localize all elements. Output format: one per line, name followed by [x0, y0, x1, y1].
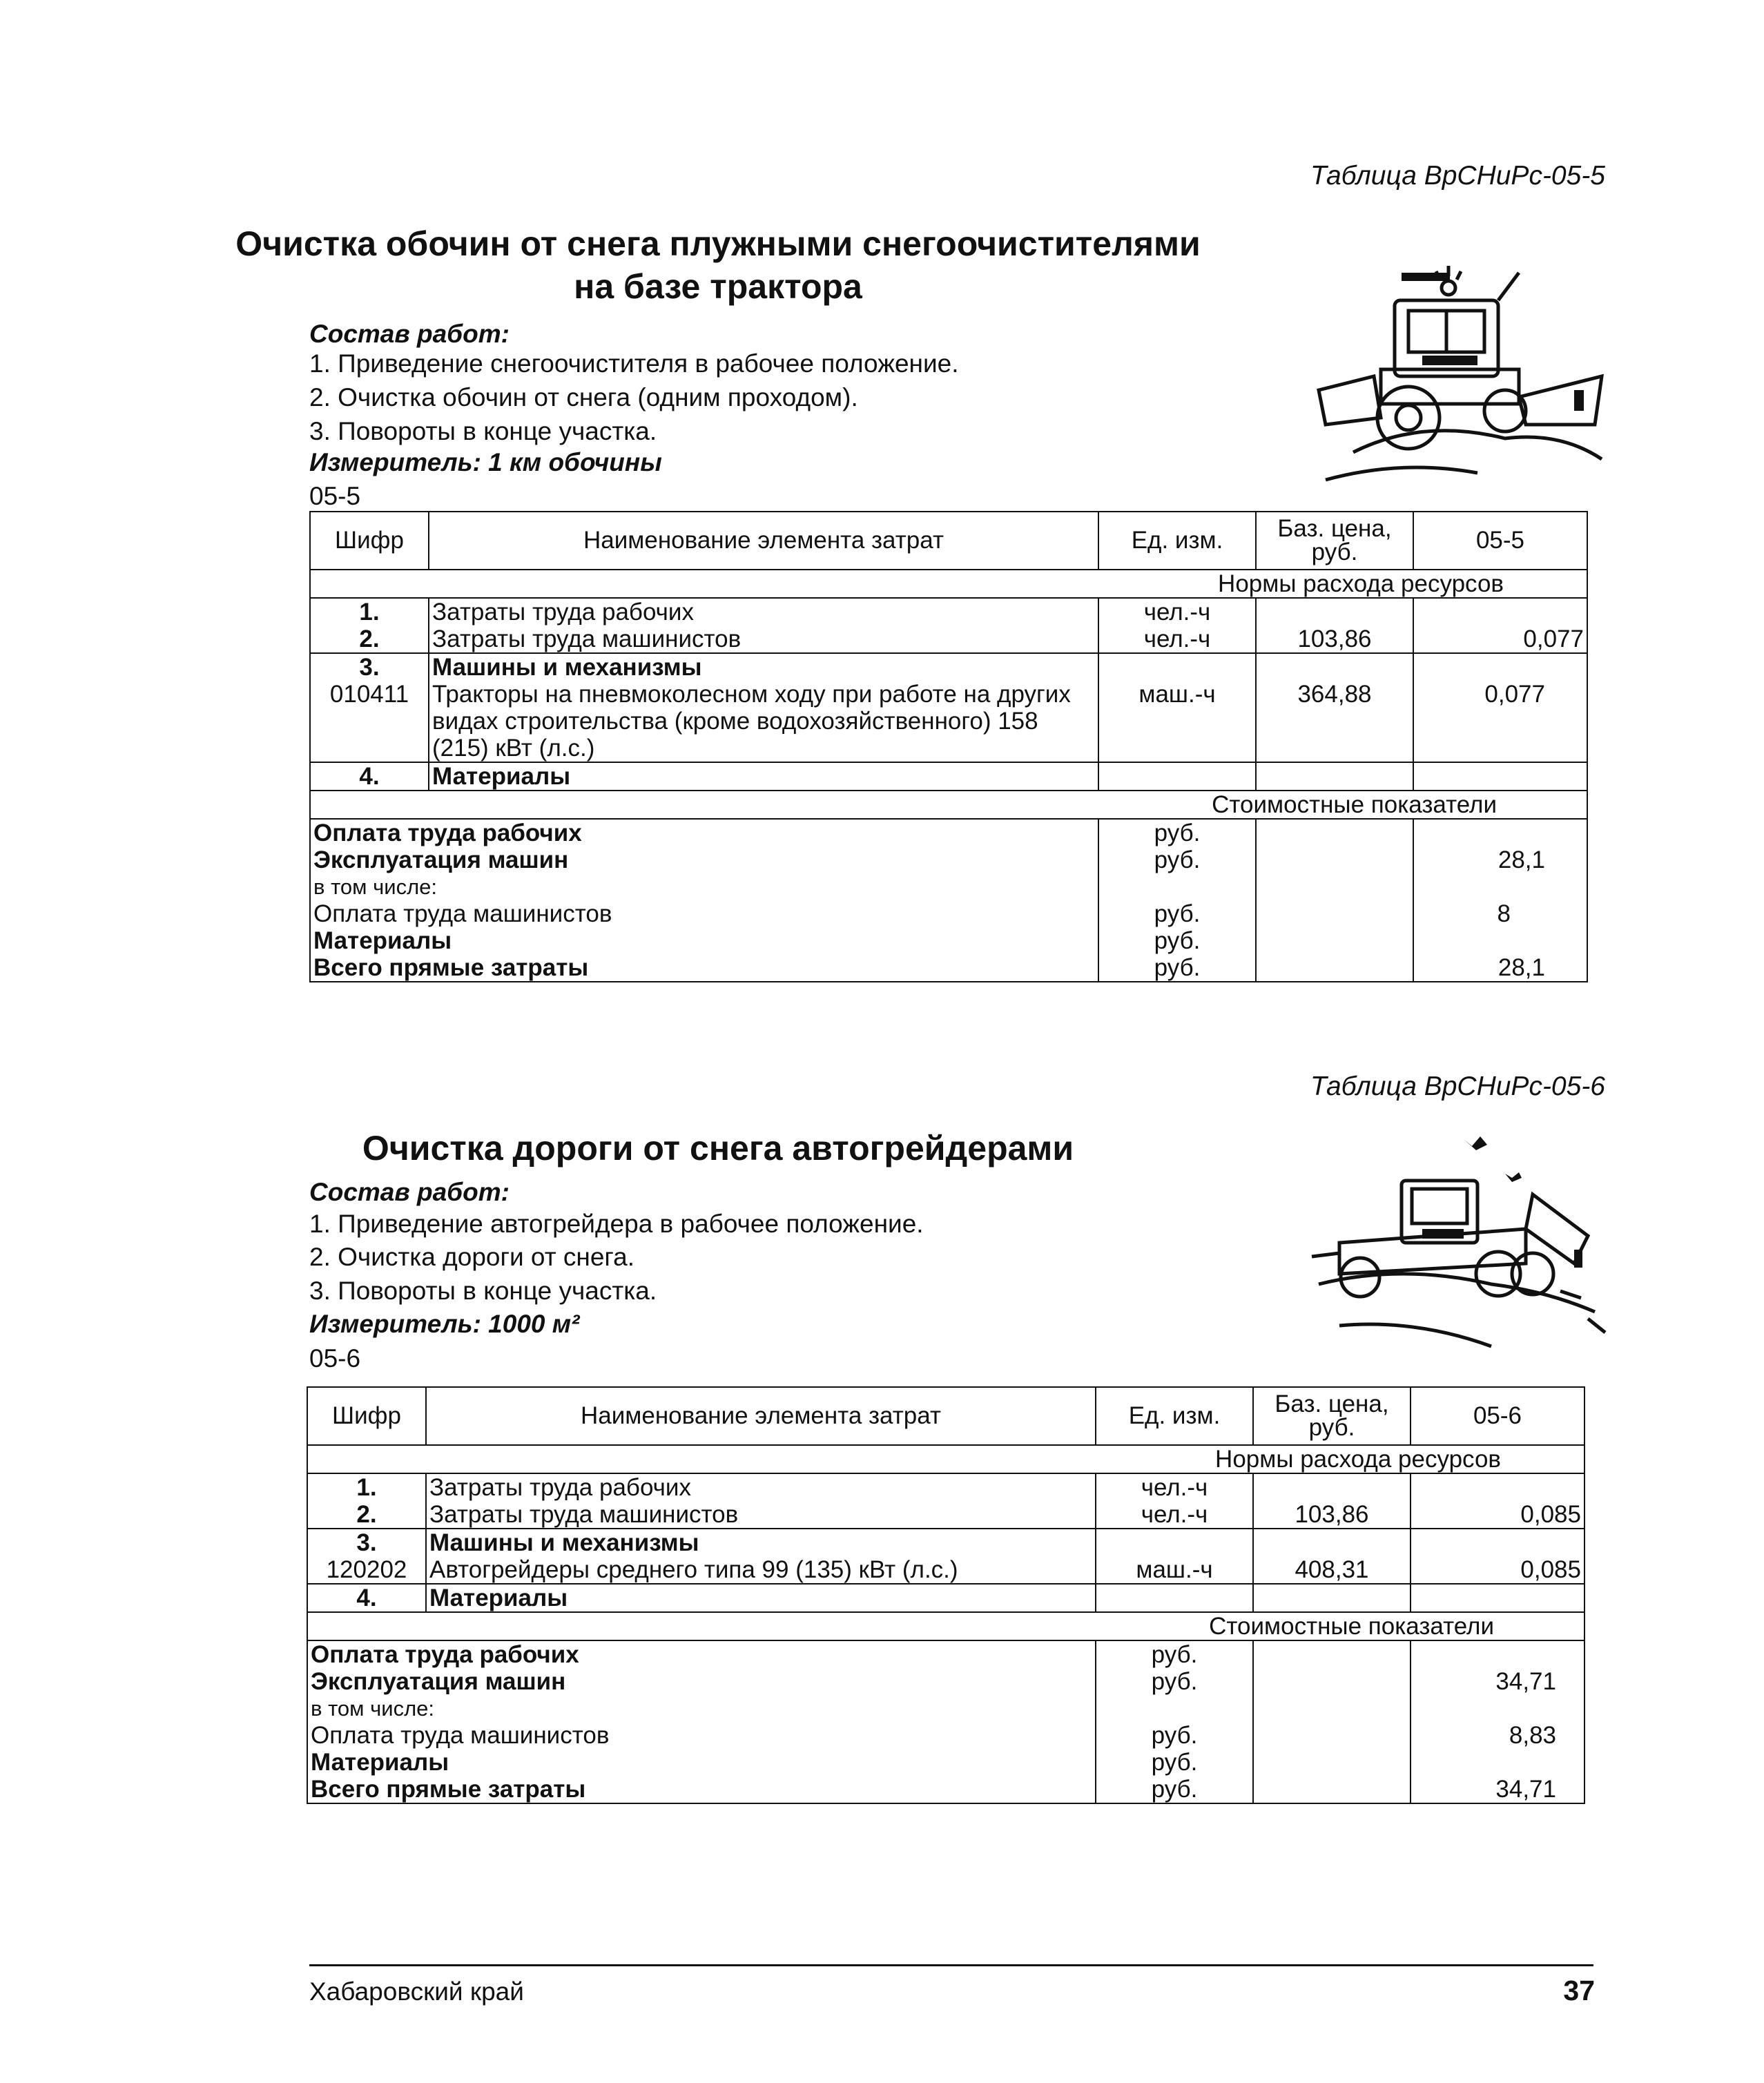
row-price	[1256, 653, 1413, 681]
work-item: 3. Повороты в конце участка.	[309, 1277, 657, 1305]
cost-unit	[1098, 873, 1256, 900]
row-code: 2.	[307, 1501, 426, 1529]
work-item: 1. Приведение автогрейдера в рабочее положение.	[309, 1210, 924, 1238]
header-unit: Ед. изм.	[1098, 512, 1256, 570]
measure-unit: Измеритель: 1 км обочины	[309, 448, 662, 476]
table-code: 05-6	[309, 1344, 361, 1373]
footer-divider	[309, 1964, 1593, 1966]
row-price: 408,31	[1253, 1556, 1411, 1584]
row-unit: маш.-ч	[1098, 681, 1256, 762]
row-price	[1253, 1584, 1411, 1612]
table-caption: Таблица ВрСНиРс-05-5	[1310, 161, 1605, 191]
cost-name: Оплата труда рабочих	[310, 819, 1098, 846]
row-code: 2.	[310, 626, 429, 653]
cost-unit: руб.	[1096, 1776, 1253, 1803]
row-value: 0,077	[1413, 626, 1587, 653]
footer-region: Хабаровский край	[309, 1977, 524, 2006]
row-value	[1413, 762, 1587, 791]
cost-unit: руб.	[1098, 900, 1256, 927]
row-value: 0,077	[1413, 681, 1587, 762]
row-code: 3.	[307, 1529, 426, 1556]
section-title-line1: Очистка обочин от снега плужными снегоочистителями	[235, 224, 1201, 263]
row-unit	[1096, 1584, 1253, 1612]
header-unit: Ед. изм.	[1096, 1387, 1253, 1445]
cost-row	[310, 819, 1587, 846]
row-name: Автогрейдеры среднего типа 99 (135) кВт (л.с.)	[426, 1556, 1096, 1584]
table-row	[310, 762, 1587, 791]
row-unit	[1098, 762, 1256, 791]
page-number: 37	[1563, 1975, 1595, 2006]
work-composition-label: Состав работ:	[309, 1178, 510, 1206]
row-value: 0,085	[1411, 1501, 1584, 1529]
cost-value	[1413, 927, 1587, 954]
cost-unit: руб.	[1098, 927, 1256, 954]
cost-name: Материалы	[307, 1749, 1096, 1776]
row-name: Затраты труда машинистов	[429, 626, 1098, 653]
norms-section-label: Нормы расхода ресурсов	[310, 570, 1587, 598]
row-price	[1253, 1473, 1411, 1501]
cost-row	[307, 1668, 1584, 1695]
row-name: Затраты труда машинистов	[426, 1501, 1096, 1529]
snowplow-tractor-illustration	[1298, 259, 1616, 507]
cost-unit: руб.	[1096, 1668, 1253, 1695]
cost-value: 34,71	[1411, 1776, 1584, 1803]
header-code: Шифр	[310, 512, 429, 570]
row-value: 0,085	[1411, 1556, 1584, 1584]
row-code: 3.	[310, 653, 429, 681]
cost-section-label: Стоимостные показатели	[307, 1612, 1584, 1640]
row-unit: чел.-ч	[1098, 626, 1256, 653]
cost-value: 8,83	[1411, 1722, 1584, 1749]
row-unit	[1096, 1529, 1253, 1556]
cost-value: 28,1	[1413, 846, 1587, 873]
row-price: 103,86	[1253, 1501, 1411, 1529]
cost-unit: руб.	[1098, 954, 1256, 982]
row-code: 1.	[307, 1473, 426, 1501]
cost-unit: руб.	[1096, 1749, 1253, 1776]
row-unit	[1098, 653, 1256, 681]
header-name: Наименование элемента затрат	[426, 1387, 1096, 1445]
work-item: 3. Повороты в конце участка.	[309, 417, 657, 445]
cost-row	[307, 1749, 1584, 1776]
cost-name: Эксплуатация машин	[307, 1668, 1096, 1695]
cost-value	[1411, 1749, 1584, 1776]
row-name: Тракторы на пневмоколесном ходу при работе на других видах строительства (кроме водохозяйственного) 158 (215) кВт (л.с.)	[429, 681, 1098, 762]
resource-table	[309, 511, 1588, 982]
table-row	[310, 653, 1587, 681]
row-code: 120202	[307, 1556, 426, 1584]
measure-unit: Измеритель: 1000 м²	[309, 1310, 580, 1338]
cost-row	[307, 1722, 1584, 1749]
cost-name: Всего прямые затраты	[307, 1776, 1096, 1803]
cost-name: в том числе:	[307, 1695, 1096, 1722]
table-row	[307, 1529, 1584, 1556]
row-code: 4.	[310, 762, 429, 791]
row-name: Машины и механизмы	[426, 1529, 1096, 1556]
table-row	[310, 598, 1587, 626]
table-code: 05-5	[309, 482, 361, 510]
row-unit: чел.-ч	[1098, 598, 1256, 626]
row-code: 010411	[310, 681, 429, 762]
cost-unit: руб.	[1096, 1722, 1253, 1749]
row-name: Машины и механизмы	[429, 653, 1098, 681]
work-composition-label: Состав работ:	[309, 320, 510, 348]
cost-name: Материалы	[310, 927, 1098, 954]
table-row	[307, 1556, 1584, 1584]
table-row	[307, 1501, 1584, 1529]
row-name: Материалы	[426, 1584, 1096, 1612]
row-value	[1411, 1473, 1584, 1501]
cost-value: 28,1	[1413, 954, 1587, 982]
header-price: Баз. цена, руб.	[1256, 512, 1413, 570]
cost-name: в том числе:	[310, 873, 1098, 900]
table-row	[307, 1584, 1584, 1612]
cost-value	[1413, 819, 1587, 846]
cost-unit: руб.	[1096, 1640, 1253, 1668]
work-item: 2. Очистка обочин от снега (одним проходом).	[309, 383, 858, 411]
header-norm-code: 05-6	[1411, 1387, 1584, 1445]
row-name: Затраты труда рабочих	[429, 598, 1098, 626]
motor-grader-illustration	[1298, 1125, 1616, 1374]
cost-unit: руб.	[1098, 846, 1256, 873]
table-row	[307, 1473, 1584, 1501]
row-price	[1256, 762, 1413, 791]
cost-value	[1413, 873, 1587, 900]
cost-row	[310, 954, 1587, 982]
cost-name: Всего прямые затраты	[310, 954, 1098, 982]
cost-name: Эксплуатация машин	[310, 846, 1098, 873]
header-name: Наименование элемента затрат	[429, 512, 1098, 570]
row-name: Материалы	[429, 762, 1098, 791]
cost-unit	[1096, 1695, 1253, 1722]
row-value	[1411, 1529, 1584, 1556]
cost-value: 8	[1413, 900, 1587, 927]
cost-row	[310, 873, 1587, 900]
row-unit: чел.-ч	[1096, 1473, 1253, 1501]
section-title-line1: Очистка дороги от снега автогрейдерами	[362, 1129, 1074, 1168]
table-row	[310, 626, 1587, 653]
cost-name: Оплата труда машинистов	[307, 1722, 1096, 1749]
cost-section-label: Стоимостные показатели	[310, 791, 1587, 819]
row-value	[1413, 598, 1587, 626]
cost-row	[307, 1695, 1584, 1722]
table-caption: Таблица ВрСНиРс-05-6	[1310, 1072, 1605, 1101]
cost-row	[307, 1640, 1584, 1668]
cost-name: Оплата труда машинистов	[310, 900, 1098, 927]
row-value	[1411, 1584, 1584, 1612]
cost-row	[310, 927, 1587, 954]
cost-row	[310, 900, 1587, 927]
row-code: 1.	[310, 598, 429, 626]
row-code: 4.	[307, 1584, 426, 1612]
cost-name: Оплата труда рабочих	[307, 1640, 1096, 1668]
cost-row	[310, 846, 1587, 873]
table-row	[310, 681, 1587, 762]
row-price	[1253, 1529, 1411, 1556]
work-item: 2. Очистка дороги от снега.	[309, 1243, 634, 1271]
row-price	[1256, 598, 1413, 626]
header-code: Шифр	[307, 1387, 426, 1445]
norms-section-label: Нормы расхода ресурсов	[307, 1445, 1584, 1473]
row-unit: чел.-ч	[1096, 1501, 1253, 1529]
cost-unit: руб.	[1098, 819, 1256, 846]
row-value	[1413, 653, 1587, 681]
row-price: 103,86	[1256, 626, 1413, 653]
section-title-line2: на базе трактора	[574, 267, 862, 306]
resource-table	[307, 1386, 1585, 1804]
row-name: Затраты труда рабочих	[426, 1473, 1096, 1501]
cost-value	[1411, 1640, 1584, 1668]
work-item: 1. Приведение снегоочистителя в рабочее положение.	[309, 349, 959, 378]
header-norm-code: 05-5	[1413, 512, 1587, 570]
cost-value: 34,71	[1411, 1668, 1584, 1695]
row-price: 364,88	[1256, 681, 1413, 762]
cost-row	[307, 1776, 1584, 1803]
row-unit: маш.-ч	[1096, 1556, 1253, 1584]
cost-value	[1411, 1695, 1584, 1722]
header-price: Баз. цена, руб.	[1253, 1387, 1411, 1445]
